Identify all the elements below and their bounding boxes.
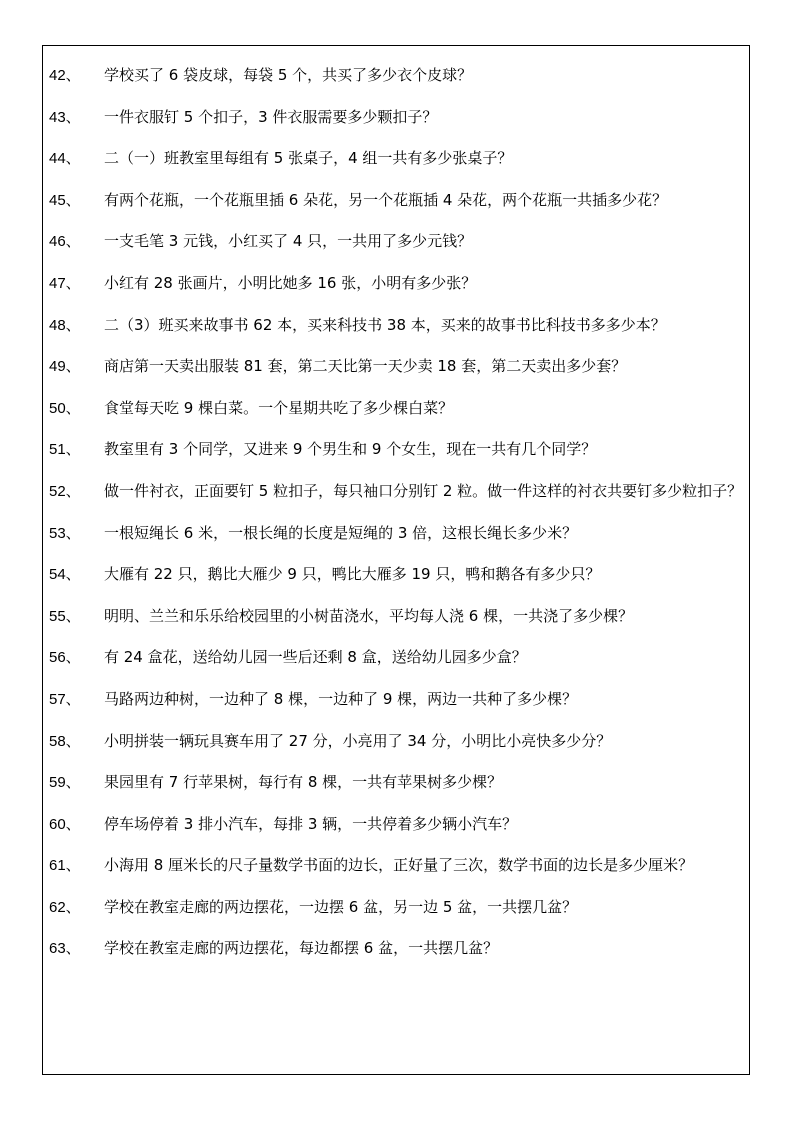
question-text: 一件衣服钉 5 个扣子，3 件衣服需要多少颗扣子？ [104,107,438,126]
question-text: 一支毛笔 3 元钱，小红买了 4 只，一共用了多少元钱？ [104,232,473,251]
question-item [49,429,745,471]
question-number: 61、 [49,857,81,875]
question-item [49,305,745,347]
question-text: 大雁有 22 只，鹅比大雁少 9 只，鸭比大雁多 19 只，鸭和鹅各有多少只？ [104,565,601,584]
question-number: 55、 [49,607,81,625]
question-text: 做一件衬衣，正面要钉 5 粒扣子，每只袖口分别钉 2 粒。做一件这样的衬衣共要钉多少粒扣子？ [104,481,743,500]
question-text: 小红有 28 张画片，小明比她多 16 张，小明有多少张？ [104,273,477,292]
question-text: 停车场停着 3 排小汽车，每排 3 辆，一共停着多少辆小汽车？ [104,814,518,833]
question-text: 有 24 盒花，送给幼儿园一些后还剩 8 盒，送给幼儿园多少盒？ [104,648,527,667]
question-number: 43、 [49,108,81,126]
question-text: 马路两边种树，一边种了 8 棵，一边种了 9 棵，两边一共种了多少棵？ [104,689,578,708]
question-item [49,679,745,721]
question-text: 明明、兰兰和乐乐给校园里的小树苗浇水，平均每人浇 6 棵，一共浇了多少棵？ [104,606,634,625]
question-text: 小海用 8 厘米长的尺子量数学书面的边长，正好量了三次，数学书面的边长是多少厘米？ [104,856,694,875]
question-number: 63、 [49,940,81,958]
question-item [49,928,745,970]
question-item [49,804,745,846]
question-text: 商店第一天卖出服装 81 套，第二天比第一天少卖 18 套，第二天卖出多少套？ [104,357,627,376]
question-item [49,845,745,887]
question-text: 一根短绳长 6 米，一根长绳的长度是短绳的 3 倍，这根长绳长多少米？ [104,523,578,542]
question-number: 62、 [49,898,81,916]
question-item [49,263,745,305]
question-number: 49、 [49,358,81,376]
question-text: 二（3）班买来故事书 62 本，买来科技书 38 本，买来的故事书比科技书多多少本？ [104,315,666,334]
question-number: 52、 [49,482,81,500]
question-item [49,596,745,638]
question-number: 45、 [49,191,81,209]
question-number: 59、 [49,774,81,792]
question-item [49,721,745,763]
question-item [49,554,745,596]
question-text: 教室里有 3 个同学，又进来 9 个男生和 9 个女生，现在一共有几个同学？ [104,440,597,459]
question-text: 果园里有 7 行苹果树，每行有 8 棵，一共有苹果树多少棵？ [104,773,503,792]
question-number: 44、 [49,150,81,168]
question-number: 60、 [49,815,81,833]
question-item [49,762,745,804]
question-text: 学校买了 6 袋皮球，每袋 5 个，共买了多少衣个皮球？ [104,66,473,84]
question-number: 48、 [49,316,81,334]
question-item [49,388,745,430]
question-item [49,97,745,139]
question-text: 小明拼装一辆玩具赛车用了 27 分，小亮用了 34 分，小明比小亮快多少分？ [104,731,612,750]
question-text: 有两个花瓶，一个花瓶里插 6 朵花，另一个花瓶插 4 朵花，两个花瓶一共插多少花？ [104,190,668,209]
question-number: 46、 [49,233,81,251]
question-text: 二（一）班教室里每组有 5 张桌子，4 组一共有多少张桌子？ [104,149,513,168]
question-number: 58、 [49,732,81,750]
question-number: 51、 [49,441,81,459]
question-item [49,221,745,263]
question-number: 54、 [49,566,81,584]
question-number: 47、 [49,274,81,292]
question-item [49,513,745,555]
question-number: 56、 [49,649,81,667]
question-item [49,637,745,679]
question-number: 57、 [49,690,81,708]
question-list [49,55,745,970]
question-item [49,346,745,388]
question-text: 学校在教室走廊的两边摆花，每边都摆 6 盆，一共摆几盆？ [104,939,499,958]
question-text: 学校在教室走廊的两边摆花，一边摆 6 盆，另一边 5 盆，一共摆几盆？ [104,897,578,916]
question-number: 50、 [49,399,81,417]
question-item [49,887,745,929]
question-item [49,55,745,97]
question-number: 42、 [49,67,81,84]
question-item [49,471,745,513]
question-number: 53、 [49,524,81,542]
question-text: 食堂每天吃 9 棵白菜。一个星期共吃了多少棵白菜？ [104,398,454,417]
question-item [49,180,745,222]
question-item [49,138,745,180]
